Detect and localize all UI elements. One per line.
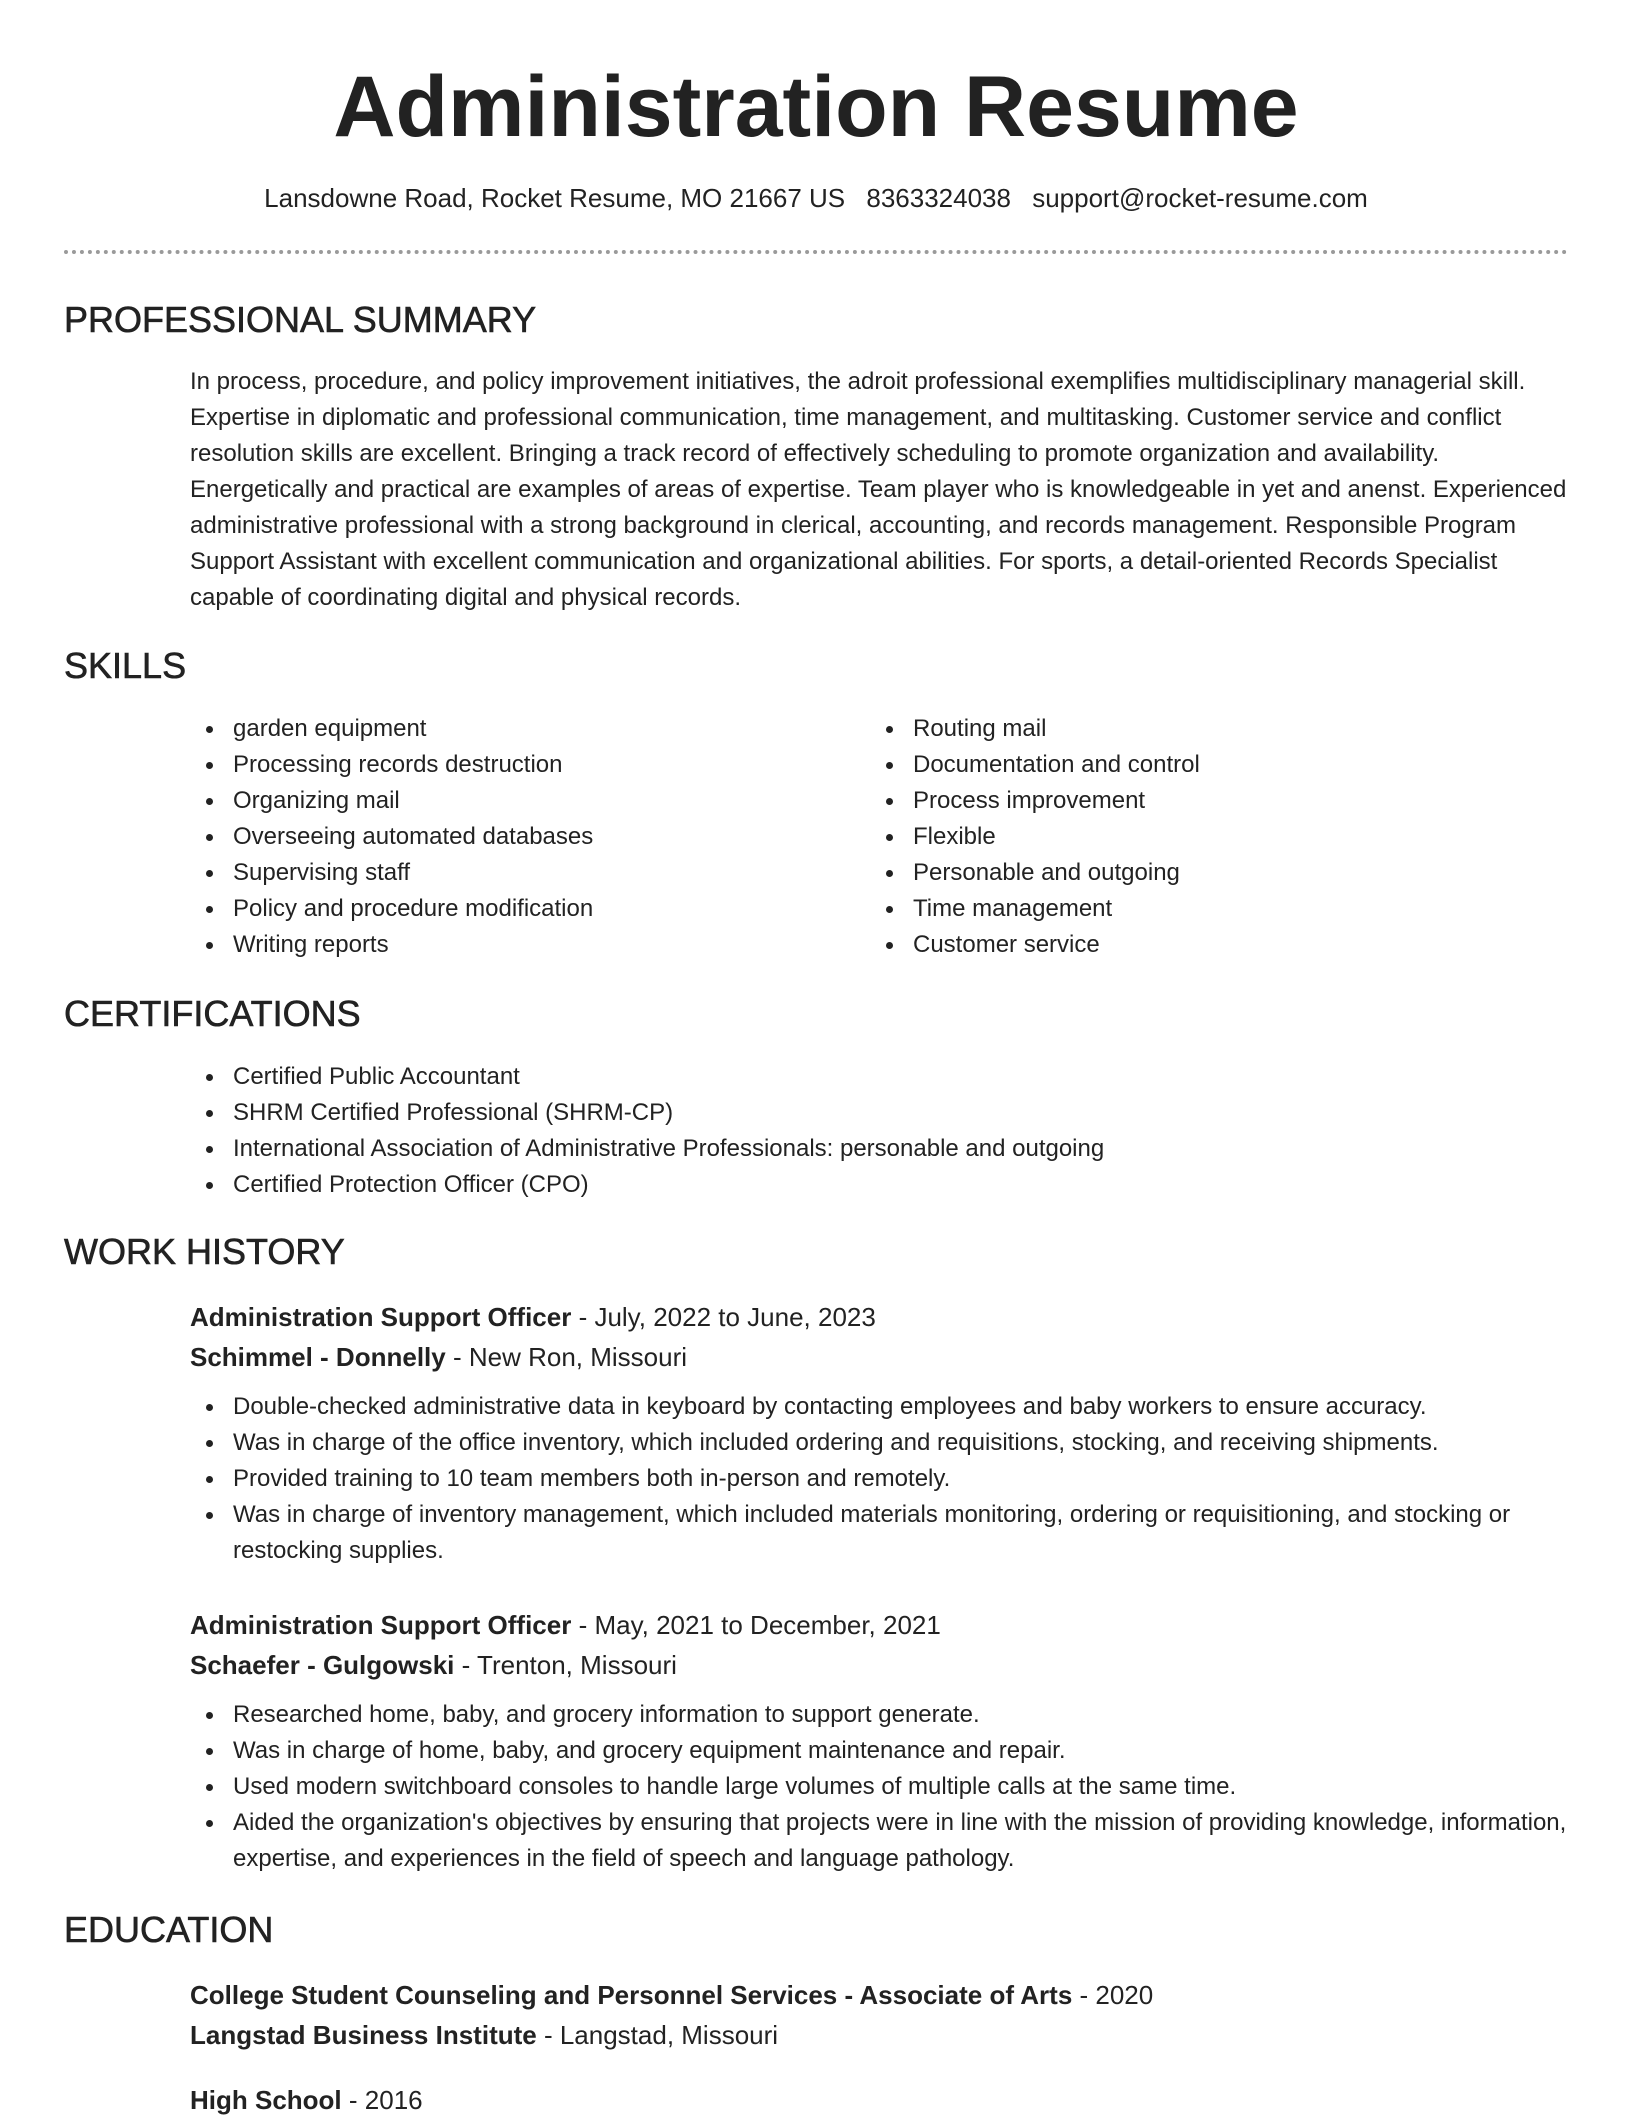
- certification-item: Certified Protection Officer (CPO): [190, 1167, 1570, 1203]
- education-degree-line: [190, 1975, 1570, 2015]
- certification-item: SHRM Certified Professional (SHRM-CP): [190, 1095, 1570, 1131]
- header-divider: [64, 250, 1568, 254]
- skill-item: Writing reports: [190, 927, 840, 963]
- job-duty: Was in charge of the office inventory, which included ordering and requisitions, stocking, and receiving shipments.: [190, 1425, 1570, 1461]
- job-duty: Used modern switchboard consoles to handle large volumes of multiple calls at the same time.: [190, 1769, 1570, 1805]
- job-duties-list: [190, 1697, 1570, 1877]
- skill-item: Overseeing automated databases: [190, 819, 840, 855]
- skill-item: Customer service: [870, 927, 1520, 963]
- job-duties-list: [190, 1389, 1570, 1569]
- job-company: Schimmel - Donnelly: [190, 1342, 446, 1372]
- skills-heading: SKILLS: [64, 645, 187, 686]
- education-degree-line: [190, 2080, 1570, 2120]
- skill-item: garden equipment: [190, 711, 840, 747]
- skill-item: Personable and outgoing: [870, 855, 1520, 891]
- skill-item: Time management: [870, 891, 1520, 927]
- job-title-line: [190, 1297, 1570, 1337]
- work-history-heading: WORK HISTORY: [64, 1231, 345, 1272]
- skill-item: Process improvement: [870, 783, 1520, 819]
- skill-item: Processing records destruction: [190, 747, 840, 783]
- skill-item: Policy and procedure modification: [190, 891, 840, 927]
- skills-list-left: [190, 711, 840, 963]
- job-duty: Researched home, baby, and grocery information to support generate.: [190, 1697, 1570, 1733]
- education-entry: [190, 2080, 1570, 2120]
- education-year: - 2016: [341, 2085, 423, 2115]
- skill-item: Routing mail: [870, 711, 1520, 747]
- job-location: - New Ron, Missouri: [445, 1342, 688, 1372]
- job-title: Administration Support Officer: [190, 1302, 572, 1332]
- job-title-line: [190, 1605, 1570, 1645]
- certification-item: International Association of Administrative Professionals: personable and outgoing: [190, 1131, 1570, 1167]
- summary-heading: PROFESSIONAL SUMMARY: [64, 299, 537, 340]
- skill-item: Flexible: [870, 819, 1520, 855]
- job-company: Schaefer - Gulgowski: [190, 1650, 455, 1680]
- job-entry: [190, 1297, 1570, 1569]
- job-dates: - May, 2021 to December, 2021: [571, 1610, 941, 1640]
- job-title: Administration Support Officer: [190, 1610, 572, 1640]
- contact-phone: 8363324038: [866, 183, 1011, 213]
- education-degree: High School: [190, 2085, 342, 2115]
- job-company-line: [190, 1645, 1570, 1685]
- contact-info: [0, 180, 1632, 216]
- job-duty: Provided training to 10 team members both in-person and remotely.: [190, 1461, 1570, 1497]
- education-school-line: [190, 2015, 1570, 2055]
- job-dates: - July, 2022 to June, 2023: [571, 1302, 876, 1332]
- education-year: - 2020: [1072, 1980, 1154, 2010]
- skill-item: Supervising staff: [190, 855, 840, 891]
- education-degree: College Student Counseling and Personnel Services - Associate of Arts: [190, 1980, 1073, 2010]
- skill-item: Organizing mail: [190, 783, 840, 819]
- education-location: - Langstad, Missouri: [536, 2020, 779, 2050]
- skill-item: Documentation and control: [870, 747, 1520, 783]
- job-entry: [190, 1605, 1570, 1877]
- education-entry: [190, 1975, 1570, 2055]
- job-company-line: [190, 1337, 1570, 1377]
- summary-text: In process, procedure, and policy improvement initiatives, the adroit professional exemplifies multidisciplinary managerial skill. Expertise in diplomatic and professional communication, time management, and multitasking. Customer service and conflict resolution skills are excellent. Bringing a track record of effectively scheduling to promote organization and availability. Energetically and practical are examples of areas of expertise. Team player who is knowledgeable in yet and anenst. Experienced administrative professional with a strong background in clerical, accounting, and records management. Responsible Program Support Assistant with excellent communication and organizational abilities. For sports, a detail-oriented Records Specialist capable of coordinating digital and physical records.: [190, 368, 1567, 611]
- contact-address: Lansdowne Road, Rocket Resume, MO 21667 US: [264, 183, 846, 213]
- certification-item: Certified Public Accountant: [190, 1059, 1570, 1095]
- certifications-list: [190, 1059, 1570, 1203]
- job-duty: Aided the organization's objectives by ensuring that projects were in line with the mission of providing knowledge, information, expertise, and experiences in the field of speech and language pathology.: [190, 1805, 1570, 1877]
- job-duty: Was in charge of home, baby, and grocery equipment maintenance and repair.: [190, 1733, 1570, 1769]
- contact-email: support@rocket-resume.com: [1032, 183, 1368, 213]
- education-school: Langstad Business Institute: [190, 2020, 537, 2050]
- job-duty: Was in charge of inventory management, which included materials monitoring, ordering or requisitioning, and stocking or restocking supplies.: [190, 1497, 1570, 1569]
- resume-title: Administration Resume: [333, 59, 1299, 155]
- certifications-heading: CERTIFICATIONS: [64, 993, 361, 1034]
- education-heading: EDUCATION: [64, 1909, 274, 1950]
- job-location: - Trenton, Missouri: [454, 1650, 677, 1680]
- job-duty: Double-checked administrative data in keyboard by contacting employees and baby workers to ensure accuracy.: [190, 1389, 1570, 1425]
- skills-list-right: [870, 711, 1520, 963]
